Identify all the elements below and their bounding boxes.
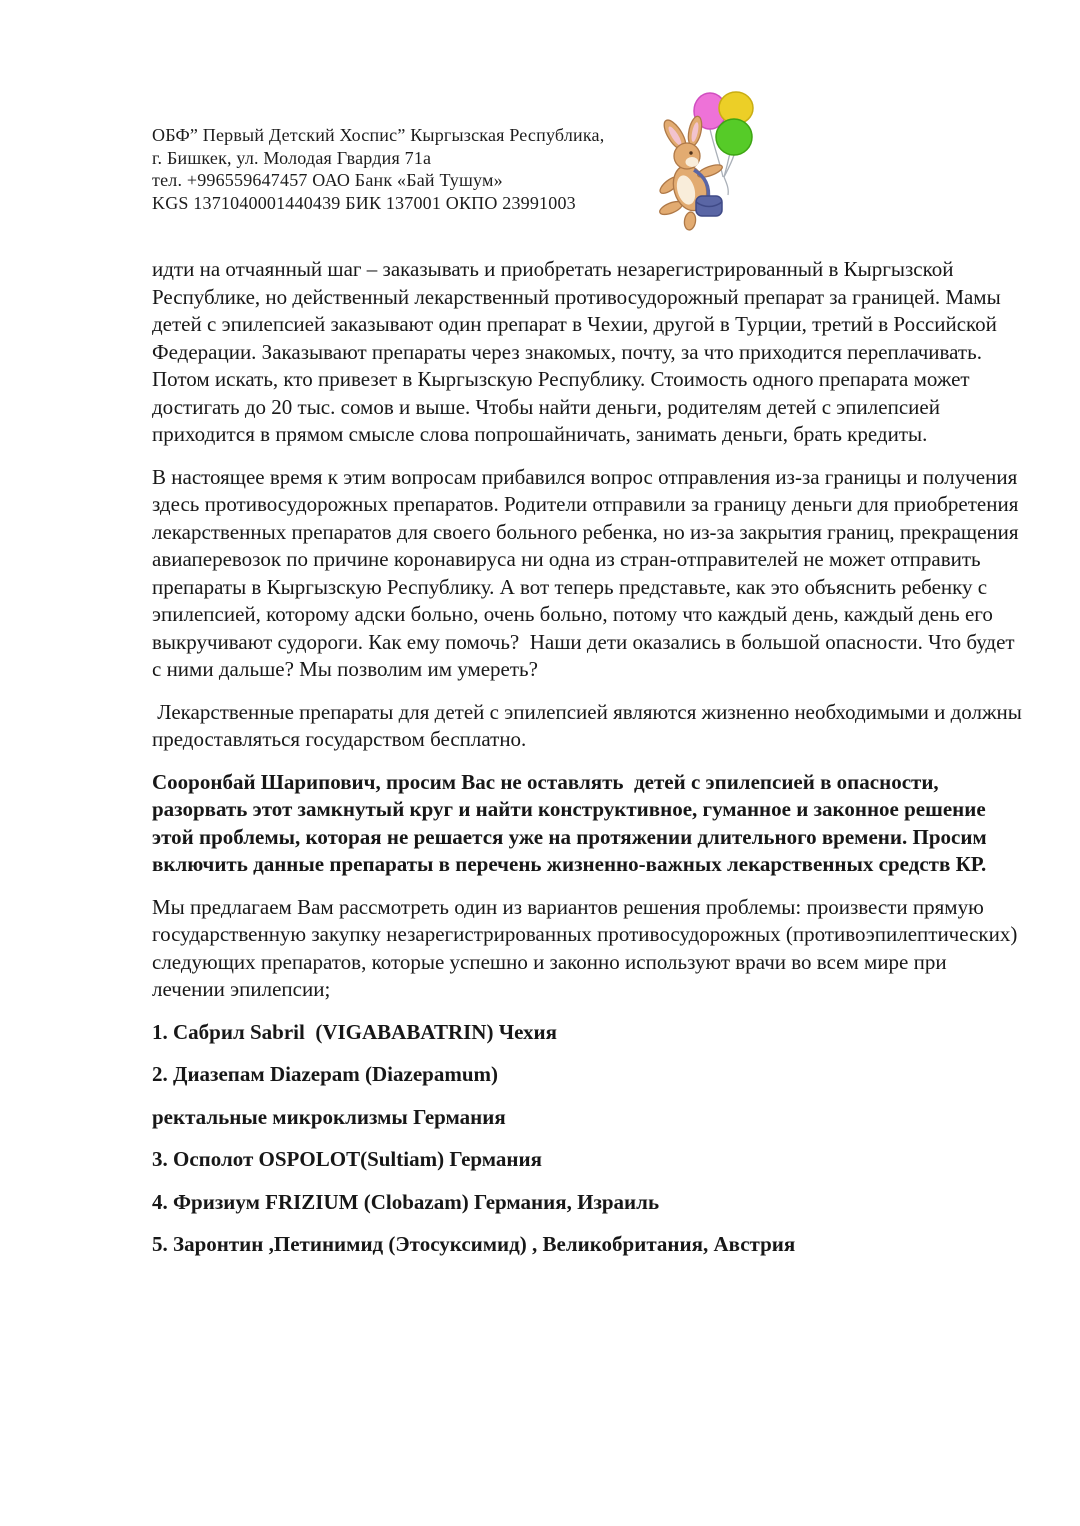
appeal-paragraph: Сооронбай Шарипович, просим Вас не оставлять детей с эпилепсией в опасности, разорвать этот замкнутый круг и найти конструктивное, гуманное и законное решение этой проблемы, которая не решается уже на протяжении длительного времени. Просим включить данные препараты в перечень жизненно-важных лекарственных средств КР. <box>152 769 992 876</box>
letter-body <box>152 256 1028 1274</box>
org-name-line: ОБФ” Первый Детский Хоспис” Кыргызская Республика, <box>152 125 605 145</box>
letterhead <box>152 124 652 214</box>
bunny-balloons-icon <box>650 85 800 240</box>
org-account-line: KGS 1371040001440439 БИК 137001 ОКПО 23991003 <box>152 192 576 213</box>
body-paragraph-1: идти на отчаянный шаг – заказывать и приобретать незарегистрированный в Кыргызской Республике, но действенный лекарственный противосудорожный препарат за границей. Мамы детей с эпилепсией заказывают один препарат в Чехии, другой в Турции, третий в Российской Федерации. Заказывают препараты через знакомых, почту, за что приходится переплачивать. Потом искать, кто привезет в Кыргызскую Республику. Стоимость одного препарата может достигать до 20 тыс. сомов и выше. Чтобы найти деньги, родителям детей с эпилепсией приходится в прямом смысле слова попрошайничать, занимать деньги, брать кредиты. <box>152 257 1006 446</box>
green-balloon <box>716 119 752 155</box>
drug-list-item-4: 4. Фризиум FRIZIUM (Clobazam) Германия, Израиль <box>152 1189 660 1214</box>
proposal-paragraph: Мы предлагаем Вам рассмотреть один из вариантов решения проблемы: произвести прямую государственную закупку незарегистрированных противосудорожных (противоэпилептических) следующих препаратов, которые успешно и законно используют врачи во всем мире при лечении эпилепсии; <box>152 894 1023 1001</box>
bunny-balloons-logo <box>650 85 800 240</box>
drug-list-item-5: 5. Заронтин ,Петинимид (Этосуксимид) , Великобритания, Австрия <box>152 1232 796 1256</box>
drug-list-item-1: 1. Сабрил Sabril (VIGABABATRIN) Чехия <box>152 1019 557 1044</box>
drug-list-item-2: 2. Диазепам Diazepam (Diazepamum) <box>152 1062 498 1086</box>
drug-list-item-3: 3. Осполот OSPOLOT(Sultiam) Германия <box>152 1147 542 1171</box>
body-paragraph-3: Лекарственные препараты для детей с эпилепсией являются жизненно необходимыми и должны предоставляться государством бесплатно. <box>152 699 1028 751</box>
body-paragraph-2: В настоящее время к этим вопросам прибавился вопрос отправления из-за границы и получения здесь противосудорожных препаратов. Родители отправили за границу деньги для приобретения лекарственных препаратов для своего больного ребенка, но из-за закрытия границ, прекращения авиаперевозок по причине коронавируса ни одна из стран-отправителей не может отправить препараты в Кыргызскую Республику. А вот теперь представьте, как это объяснить ребенку с эпилепсией, которому адски больно, очень больно, потому что каждый день, каждый день его выкручивают судороги. Как ему помочь? Наши дети оказались в большой опасности. Что будет с ними дальше? Мы позволим им умереть? <box>152 464 1024 681</box>
org-address-line: г. Бишкек, ул. Молодая Гвардия 71а <box>152 147 432 168</box>
org-phone-bank-line: тел. +996559647457 ОАО Банк «Бай Тушум» <box>152 170 503 190</box>
drug-list-item-2-continuation: ректальные микроклизмы Германия <box>152 1104 506 1129</box>
